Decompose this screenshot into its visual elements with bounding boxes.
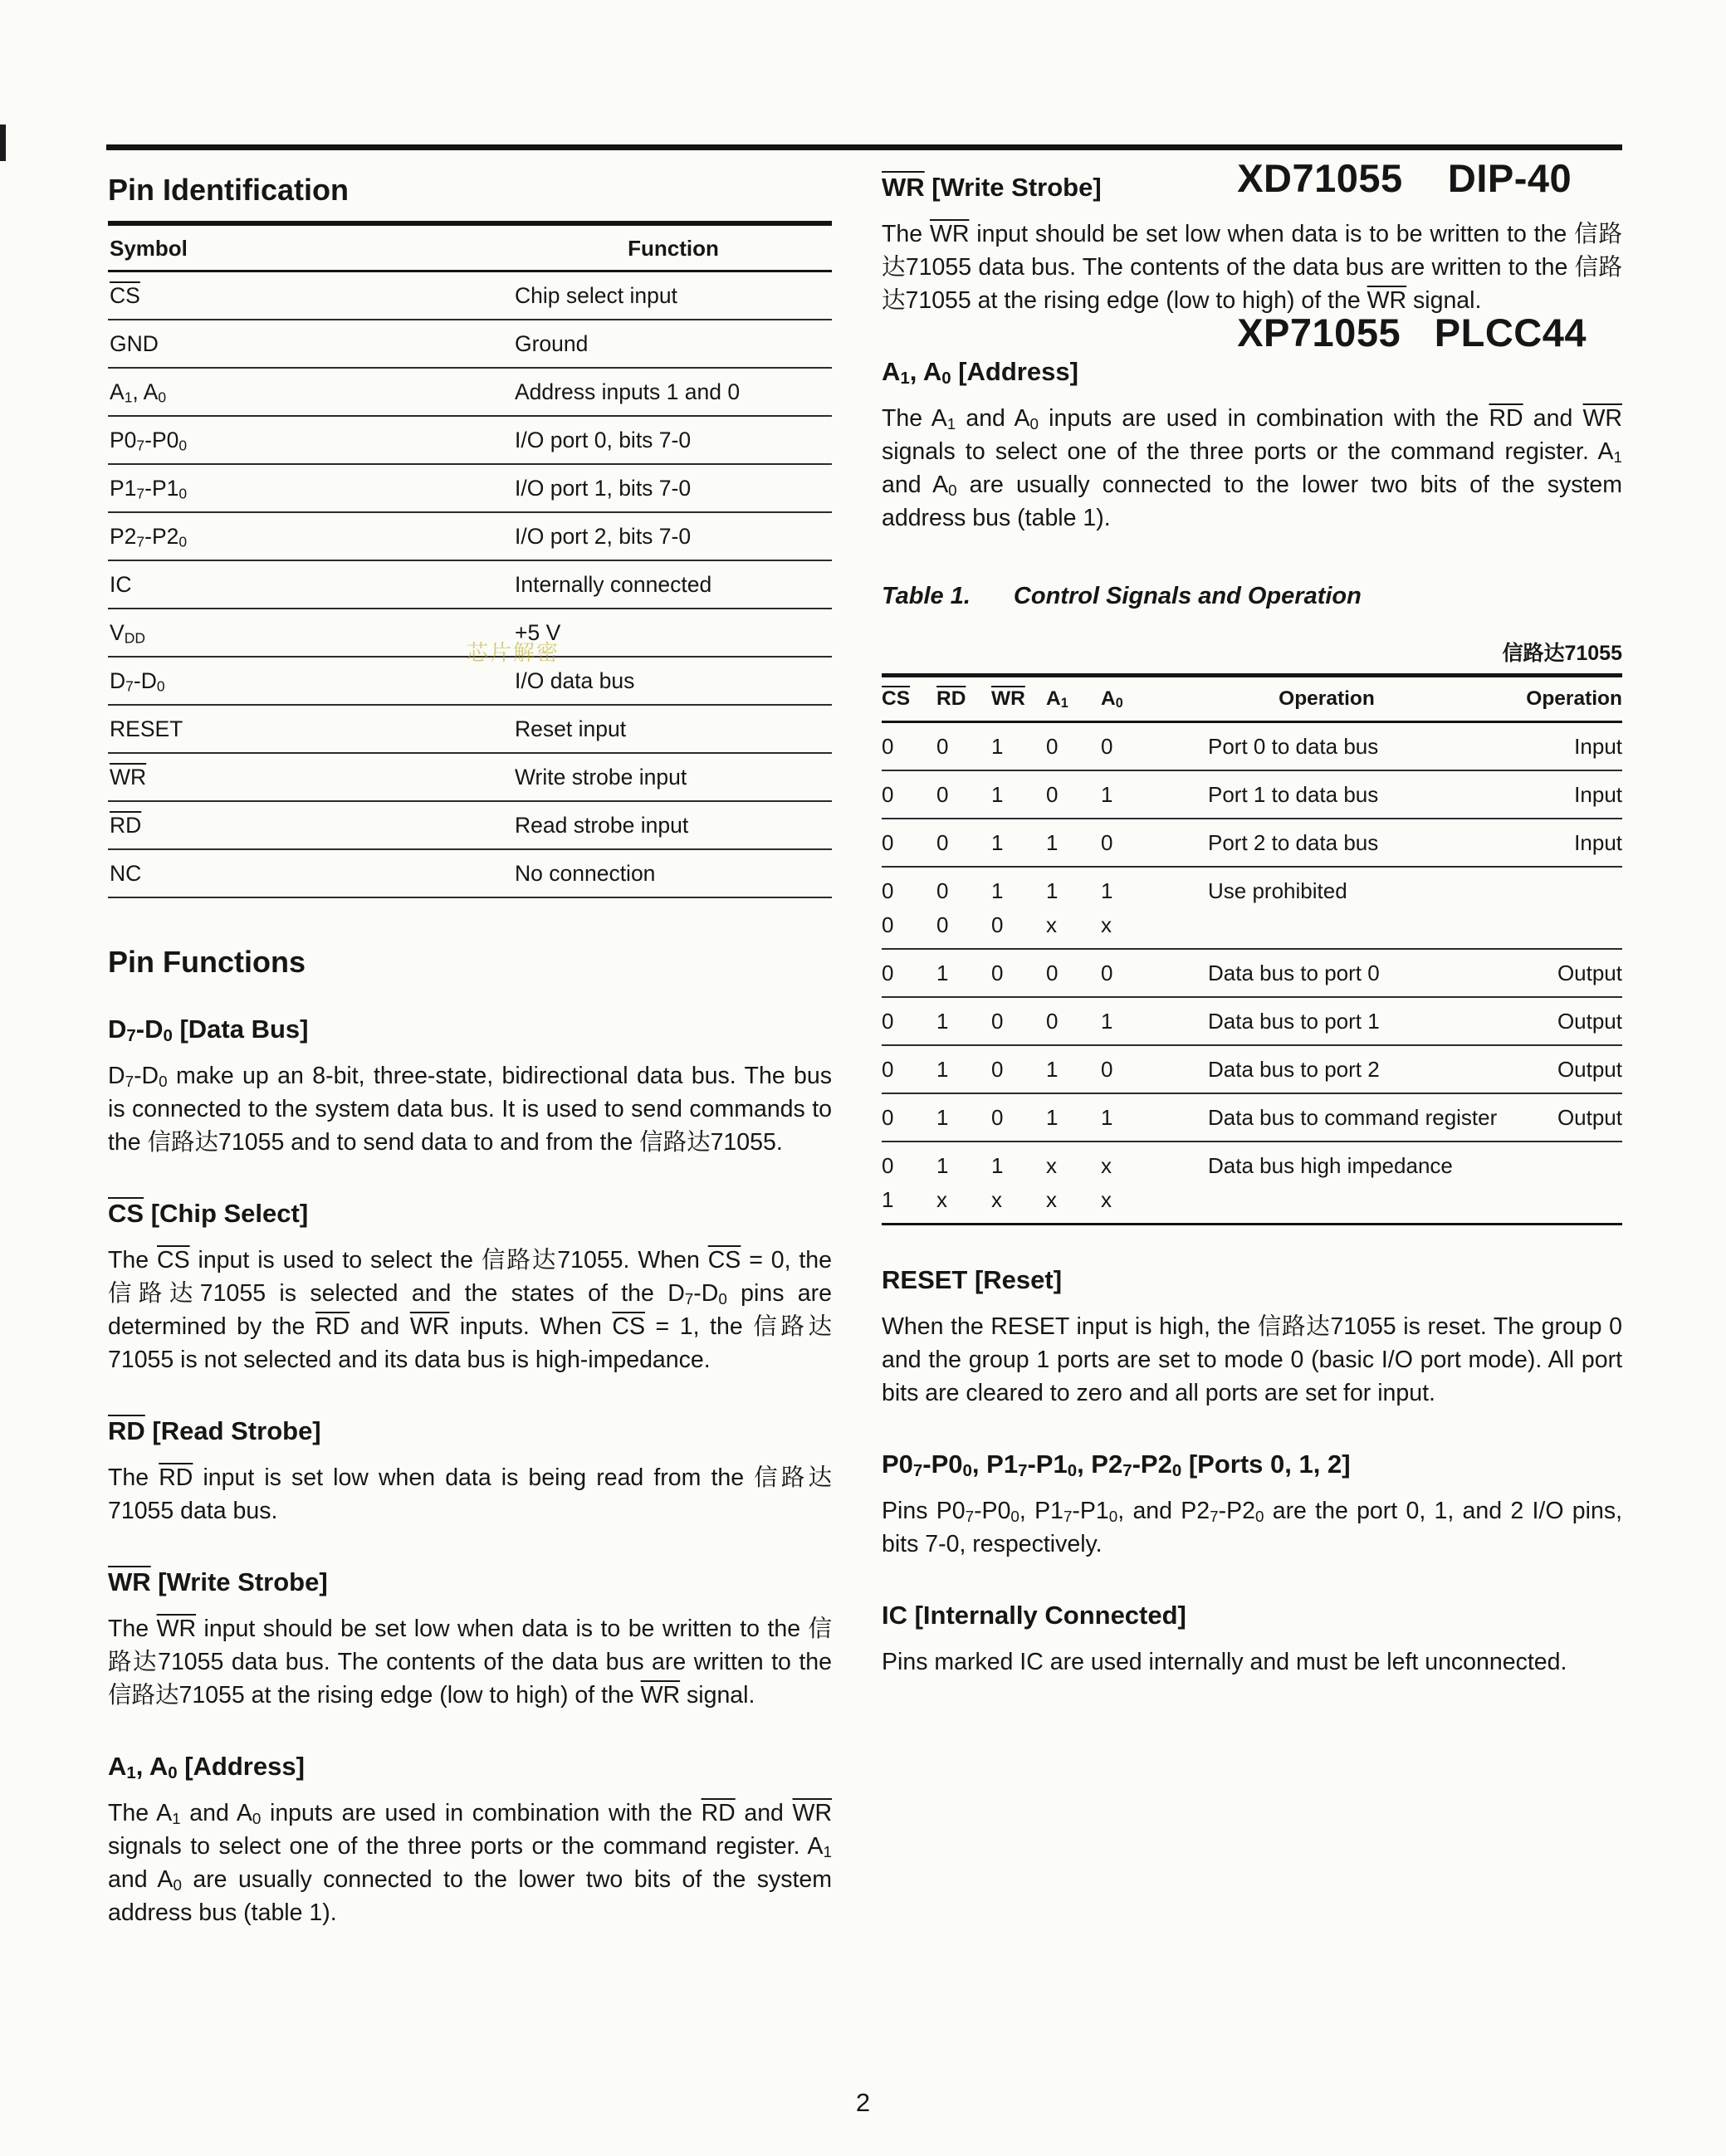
bit-cell: 1	[991, 734, 1004, 759]
section-heading: $A_1$, $A_0$ [Address]	[108, 1752, 305, 1783]
bit-cell: 0	[882, 961, 894, 985]
table-row	[108, 802, 832, 850]
section	[882, 173, 1622, 317]
table-row	[882, 1046, 1622, 1094]
pin-functions-title: Pin Functions	[108, 945, 306, 979]
table-row-line	[882, 878, 1622, 904]
pin-symbol-cell: $V_{DD}$	[110, 620, 145, 647]
section-paragraph: The $\overline{RD}$ input is set low when data is being read from the 信路达71055 data bus.	[108, 1464, 832, 1524]
bit-cell: 1	[936, 1057, 949, 1082]
table-row	[108, 850, 832, 898]
bit-cell: 1	[936, 961, 949, 985]
bit-cell: 0	[882, 782, 894, 807]
section-paragraph: The $A_1$ and $A_0$ inputs are used in combination with the $\overline{RD}$ and $\overline{WR}$ signals to select one of the three ports or the command register. $A_1$ and $A_0$ are usually connected to the lower two bits of the system address bus (table 1).	[882, 405, 1623, 531]
operation-cell: Port 0 to data bus	[1208, 734, 1379, 759]
section-paragraph: The $\overline{WR}$ input should be set low when data is to be written to the 信路达71055 data bus. The contents of the data bus are written to the 信路达71055 at the rising edge (low to high) of the $\overline{WR}$ signal.	[882, 221, 1623, 314]
bit-cell: 0	[882, 1057, 894, 1082]
watermark: 芯片解密	[467, 640, 560, 665]
bit-cell: 1	[1101, 878, 1113, 903]
table-row	[882, 819, 1622, 868]
table1-title	[882, 583, 1622, 610]
section-heading: WR [Write Strobe]	[108, 1567, 328, 1596]
operation-cell: Data bus to port 2	[1208, 1057, 1380, 1082]
pin-symbol-cell: $D_7-D_0$	[110, 668, 165, 695]
section	[882, 1450, 1622, 1561]
bit-cell: 1	[882, 1187, 894, 1212]
section	[108, 1567, 832, 1712]
a0-column-header: $A_0$	[1101, 687, 1123, 711]
table-row	[882, 723, 1622, 771]
table-row-line	[882, 830, 1622, 856]
pin-identification-table	[108, 221, 832, 898]
bit-cell: 1	[1046, 1057, 1059, 1082]
bit-cell: 0	[936, 912, 949, 937]
bit-cell: x	[1046, 1153, 1057, 1178]
bit-cell: 0	[936, 734, 949, 759]
symbol-column-header: Symbol	[110, 236, 188, 261]
pin-table-body	[108, 272, 832, 898]
table-row	[108, 561, 832, 609]
bit-cell: x	[1101, 1153, 1112, 1178]
bit-cell: 0	[991, 1057, 1004, 1082]
section	[108, 1199, 832, 1376]
bit-cell: x	[1046, 912, 1057, 937]
bit-cell: 1	[1046, 1105, 1059, 1130]
bit-cell: 0	[882, 912, 894, 937]
section	[882, 1601, 1622, 1679]
operation-column-header: Operation	[1279, 687, 1375, 710]
io-cell: Output	[1557, 1105, 1622, 1130]
pin-symbol-cell: $\overline{WR}$	[110, 765, 147, 790]
pin-function-cell: Chip select input	[515, 283, 677, 308]
function-column-header: Function	[628, 236, 719, 261]
table1	[882, 583, 1622, 1225]
bit-cell: 0	[1046, 1009, 1059, 1034]
bit-cell: x	[936, 1187, 947, 1212]
wr-column-header: $\overline{WR}$	[991, 687, 1025, 710]
bit-cell: 0	[936, 878, 949, 903]
part-number-line-1: XD71055 DIP-40	[1237, 156, 1572, 200]
io-cell: Input	[1574, 734, 1622, 759]
table-row-line	[882, 782, 1622, 808]
bit-cell: 0	[882, 878, 894, 903]
table-row	[882, 998, 1622, 1046]
pin-function-cell: I/O port 0, bits 7-0	[515, 428, 692, 452]
bit-cell: 0	[882, 1009, 894, 1034]
table1-header-row	[882, 677, 1622, 723]
bit-cell: 1	[991, 830, 1004, 855]
pin-function-cell: Internally connected	[515, 572, 712, 597]
section-paragraph: Pins marked IC are used internally and must be left unconnected.	[882, 1649, 1567, 1675]
table-row	[882, 771, 1622, 819]
section	[108, 1014, 832, 1159]
io-cell: Input	[1574, 782, 1622, 807]
bit-cell: 0	[882, 734, 894, 759]
bit-cell: 0	[991, 961, 1004, 985]
bit-cell: 1	[991, 878, 1004, 903]
table1-grid	[882, 673, 1622, 1225]
table-row	[108, 706, 832, 754]
pin-identification-title: Pin Identification	[108, 173, 350, 207]
bit-cell: 1	[936, 1105, 949, 1130]
bit-cell: 1	[1046, 830, 1059, 855]
io-cell: Input	[1574, 830, 1622, 855]
bit-cell: 1	[936, 1153, 949, 1178]
operation-cell: Data bus to port 0	[1208, 961, 1380, 985]
bit-cell: 1	[991, 1153, 1004, 1178]
table-header-row	[108, 226, 832, 272]
table-row	[108, 754, 832, 802]
table-row	[882, 1142, 1622, 1225]
table-row	[108, 320, 832, 369]
cs-column-header: $\overline{CS}$	[882, 687, 911, 710]
pin-function-cell: Address inputs 1 and 0	[515, 379, 741, 404]
bit-cell: 0	[882, 1153, 894, 1178]
pin-symbol-cell: RESET	[110, 716, 183, 741]
bit-cell: 0	[991, 912, 1004, 937]
section-heading: CS [Chip Select]	[108, 1199, 309, 1228]
header-rule	[106, 144, 1622, 150]
a1-column-header: $A_1$	[1046, 687, 1068, 711]
section-heading: RESET [Reset]	[882, 1265, 1063, 1294]
pin-function-cell: I/O port 1, bits 7-0	[515, 476, 692, 501]
operation-cell: Data bus to port 1	[1208, 1009, 1380, 1034]
table1-corner-label: 信路达71055	[1502, 642, 1622, 665]
page-number: 2	[855, 2088, 871, 2117]
table-row	[882, 950, 1622, 998]
bit-cell: 0	[936, 782, 949, 807]
bit-cell: x	[1046, 1187, 1057, 1212]
bit-cell: 0	[991, 1009, 1004, 1034]
table-row	[108, 417, 832, 465]
table-row-line	[882, 1009, 1622, 1034]
section-heading: RD [Read Strobe]	[108, 1416, 321, 1445]
left-column	[108, 173, 832, 1929]
bit-cell: x	[1101, 912, 1112, 937]
bit-cell: 1	[1101, 1105, 1113, 1130]
bit-cell: 0	[991, 1105, 1004, 1130]
scan-artifact	[0, 125, 6, 161]
table-row-line	[882, 1105, 1622, 1131]
right-sections-bottom	[882, 1265, 1622, 1679]
section-paragraph: The $\overline{CS}$ input is used to select the 信路达71055. When $\overline{CS} = 0$, the 信路达71055 is selected and the states of the $D_7-D_0$ pins are determined by the $\overline{RD}$ and $\overline{WR}$ inputs. When $\overline{CS} = 1$, the 信路达71055 is not selected and its data bus is high-impedance.	[108, 1247, 833, 1373]
pin-symbol-cell: $\overline{RD}$	[110, 813, 142, 838]
pin-function-cell: I/O data bus	[515, 668, 635, 693]
table1-title-label: Table 1.	[882, 583, 971, 609]
bit-cell: 0	[882, 830, 894, 855]
part-number-line-2: XP71055 PLCC44	[1237, 310, 1587, 354]
right-column	[882, 173, 1622, 1679]
pin-function-cell: Ground	[515, 331, 589, 356]
bit-cell: 0	[1046, 734, 1059, 759]
section	[882, 357, 1622, 535]
pin-function-cell: Write strobe input	[515, 765, 687, 790]
bit-cell: 1	[1101, 1009, 1113, 1034]
table1-title-text: Control Signals and Operation	[1013, 583, 1362, 609]
right-sections-top	[882, 173, 1622, 535]
section-heading: $A_1$, $A_0$ [Address]	[882, 357, 1078, 389]
bit-cell: x	[1101, 1187, 1112, 1212]
operation-cell: Data bus high impedance	[1208, 1153, 1453, 1178]
pin-symbol-cell: $A_1$, $A_0$	[110, 379, 167, 406]
pin-symbol-cell: GND	[110, 331, 159, 356]
table-row-line	[882, 1187, 1622, 1213]
section	[108, 1416, 832, 1528]
table-row-line	[882, 734, 1622, 760]
rd-column-header: $\overline{RD}$	[936, 687, 966, 710]
pin-function-cell: Reset input	[515, 716, 627, 741]
table-row-line	[882, 912, 1622, 938]
operation-cell: Data bus to command register	[1208, 1105, 1498, 1130]
table-row	[108, 465, 832, 513]
io-column-header: Operation	[1526, 687, 1622, 710]
table-row	[882, 1094, 1622, 1142]
pin-symbol-cell: IC	[110, 572, 132, 597]
bit-cell: 0	[936, 830, 949, 855]
pin-symbol-cell: $P1_7-P1_0$	[110, 476, 188, 502]
bit-cell: 0	[1101, 734, 1113, 759]
bit-cell: 0	[1101, 830, 1113, 855]
bit-cell: x	[991, 1187, 1002, 1212]
table-row-line	[882, 1057, 1622, 1083]
io-cell: Output	[1557, 1009, 1622, 1034]
pin-function-cell: I/O port 2, bits 7-0	[515, 524, 692, 549]
operation-cell: Use prohibited	[1208, 878, 1347, 903]
io-cell: Output	[1557, 1057, 1622, 1082]
section	[108, 1752, 832, 1929]
bit-cell: 1	[1046, 878, 1059, 903]
section-heading: WR [Write Strobe]	[882, 173, 1102, 202]
section-heading: $P0_7-P0_0$, $P1_7-P1_0$, $P2_7-P2_0$ [Ports 0, 1, 2]	[882, 1450, 1351, 1481]
section-heading: $D_7-D_0$ [Data Bus]	[108, 1014, 309, 1046]
table-row	[108, 369, 832, 417]
section-heading: IC [Internally Connected]	[882, 1601, 1186, 1630]
pin-function-cell: +5 V	[515, 620, 561, 645]
section-paragraph: Pins $P0_7-P0_0$, $P1_7-P1_0$, and $P2_7-P2_0$ are the port 0, 1, and 2 I/O pins, bits 7-0, respectively.	[882, 1498, 1622, 1557]
bit-cell: 0	[1101, 961, 1113, 985]
pin-symbol-cell: $P0_7-P0_0$	[110, 428, 188, 454]
bit-cell: 0	[1046, 782, 1059, 807]
bit-cell: 1	[1101, 782, 1113, 807]
bit-cell: 1	[936, 1009, 949, 1034]
pin-function-cell: Read strobe input	[515, 813, 689, 838]
pin-symbol-cell: $\overline{CS}$	[110, 283, 140, 308]
bit-cell: 0	[882, 1105, 894, 1130]
pin-symbol-cell: $P2_7-P2_0$	[110, 524, 188, 550]
section-paragraph: $D_7-D_0$ make up an 8-bit, three-state, bidirectional data bus. The bus is connected to the system data bus. It is used to send commands to the 信路达71055 and to send data to and from the 信路达71055.	[108, 1063, 832, 1156]
table1-body	[882, 723, 1622, 1225]
table-row-line	[882, 961, 1622, 986]
operation-cell: Port 1 to data bus	[1208, 782, 1379, 807]
io-cell: Output	[1557, 961, 1622, 985]
table-row-line	[882, 1153, 1622, 1179]
section	[882, 1265, 1622, 1410]
bit-cell: 1	[991, 782, 1004, 807]
pin-functions-sections	[108, 1014, 832, 1929]
bit-cell: 0	[1046, 961, 1059, 985]
section-paragraph: When the RESET input is high, the 信路达71055 is reset. The group 0 and the group 1 ports are set to mode 0 (basic I/O port mode). All port bits are cleared to zero and all ports are set for input.	[882, 1313, 1622, 1406]
table-row	[108, 272, 832, 320]
bit-cell: 0	[1101, 1057, 1113, 1082]
section-paragraph: The $\overline{WR}$ input should be set low when data is to be written to the 信路达71055 data bus. The contents of the data bus are written to the 信路达71055 at the rising edge (low to high) of the $\overline{WR}$ signal.	[108, 1616, 833, 1709]
pin-symbol-cell: NC	[110, 861, 142, 886]
table-row	[108, 513, 832, 561]
operation-cell: Port 2 to data bus	[1208, 830, 1379, 855]
section-paragraph: The $A_1$ and $A_0$ inputs are used in combination with the $\overline{RD}$ and $\overline{WR}$ signals to select one of the three ports or the command register. $A_1$ and $A_0$ are usually connected to the lower two bits of the system address bus (table 1).	[108, 1800, 833, 1926]
pin-function-cell: No connection	[515, 861, 656, 886]
table-row	[882, 868, 1622, 950]
